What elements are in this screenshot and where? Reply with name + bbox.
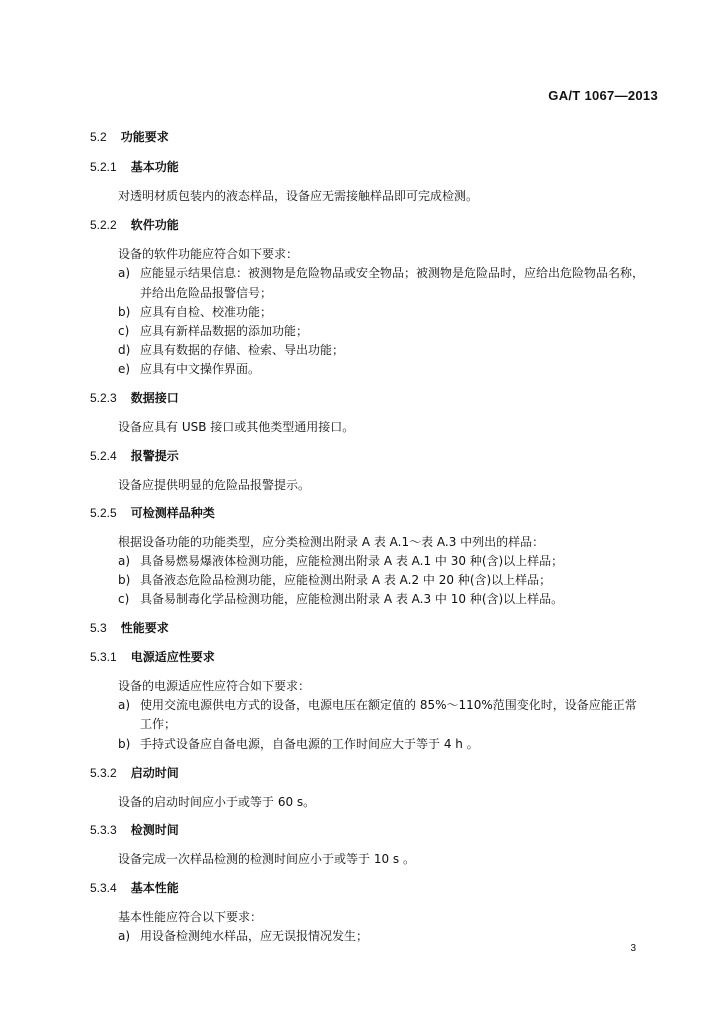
list-item xyxy=(118,554,563,569)
section-number: 5.2.4 xyxy=(90,449,117,463)
section-number: 5.2.5 xyxy=(90,506,117,520)
section-5-2-3-heading xyxy=(90,391,179,406)
paragraph: 设备完成一次样品检测的检测时间应小于或等于 10 s 。 xyxy=(118,852,415,866)
section-5-2-4-heading xyxy=(90,449,179,464)
section-title: 报警提示 xyxy=(130,449,179,463)
section-5-3-heading xyxy=(90,621,169,636)
list-item xyxy=(118,592,563,607)
paragraph: 设备应具有 USB 接口或其他类型通用接口。 xyxy=(118,420,355,434)
list-marker: c) xyxy=(118,592,130,606)
section-title: 软件功能 xyxy=(130,218,179,232)
list-item xyxy=(118,305,272,320)
list-text: 具备易制毒化学品检测功能，应能检测出附录 A 表 A.3 中 10 种(含)以上样品。 xyxy=(140,592,564,606)
section-number: 5.3.1 xyxy=(90,650,117,664)
section-title: 基本功能 xyxy=(130,160,179,174)
section-title: 检测时间 xyxy=(130,823,179,837)
page-number: 3 xyxy=(630,943,636,954)
section-number: 5.2.2 xyxy=(90,218,117,232)
section-number: 5.2.3 xyxy=(90,391,117,405)
list-text: 用设备检测纯水样品，应无误报情况发生； xyxy=(140,929,369,943)
list-text: 应能显示结果信息：被测物是危险物品或安全物品；被测物是危险品时，应给出危险物品名称， xyxy=(140,266,645,280)
section-title: 启动时间 xyxy=(130,766,179,780)
paragraph: 设备的电源适应性应符合如下要求： xyxy=(118,679,311,693)
section-5-3-4-heading xyxy=(90,881,179,896)
list-text: 手持式设备应自备电源，自备电源的工作时间应大于等于 4 h 。 xyxy=(140,737,479,751)
list-marker: e) xyxy=(118,362,131,376)
section-5-2-2-heading xyxy=(90,218,179,233)
list-item xyxy=(118,573,551,588)
list-item xyxy=(118,929,368,944)
paragraph: 设备的软件功能应符合如下要求： xyxy=(118,247,299,261)
list-marker: d) xyxy=(118,343,131,357)
section-5-2-5-heading xyxy=(90,506,215,521)
list-item xyxy=(118,324,308,339)
list-item-continuation: 并给出危险品报警信号； xyxy=(140,286,273,300)
list-marker: a) xyxy=(118,698,131,712)
list-item xyxy=(118,698,637,713)
paragraph: 对透明材质包装内的液态样品，设备应无需接触样品即可完成检测。 xyxy=(118,189,479,203)
paragraph: 设备应提供明显的危险品报警提示。 xyxy=(118,478,311,492)
list-text: 使用交流电源供电方式的设备，电源电压在额定值的 85%～110%范围变化时，设备应能正常 xyxy=(140,698,637,712)
list-marker: a) xyxy=(118,266,131,280)
section-number: 5.3.2 xyxy=(90,766,117,780)
list-text: 应具有中文操作界面。 xyxy=(140,362,261,376)
list-text: 应具有新样品数据的添加功能； xyxy=(140,324,309,338)
list-text: 应具有数据的存储、检索、导出功能； xyxy=(140,343,345,357)
list-item xyxy=(118,362,260,377)
section-title: 电源适应性要求 xyxy=(130,650,215,664)
section-number: 5.3 xyxy=(90,621,107,635)
section-5-3-2-heading xyxy=(90,766,179,781)
list-marker: b) xyxy=(118,737,131,751)
list-marker: b) xyxy=(118,573,131,587)
section-number: 5.3.4 xyxy=(90,881,117,895)
section-5-2-1-heading xyxy=(90,160,179,175)
section-number: 5.3.3 xyxy=(90,823,117,837)
list-marker: a) xyxy=(118,554,131,568)
section-title: 功能要求 xyxy=(120,130,169,144)
section-title: 数据接口 xyxy=(130,391,179,405)
section-number: 5.2 xyxy=(90,130,107,144)
list-text: 具备液态危险品检测功能，应能检测出附录 A 表 A.2 中 20 种(含)以上样品； xyxy=(140,573,552,587)
list-text: 具备易燃易爆液体检测功能，应能检测出附录 A 表 A.1 中 30 种(含)以上样品； xyxy=(140,554,564,568)
paragraph: 基本性能应符合以下要求： xyxy=(118,910,263,924)
section-5-3-1-heading xyxy=(90,650,215,665)
list-marker: a) xyxy=(118,929,131,943)
list-item xyxy=(118,343,344,358)
section-number: 5.2.1 xyxy=(90,160,117,174)
paragraph: 根据设备功能的功能类型，应分类检测出附录 A 表 A.1～表 A.3 中列出的样品： xyxy=(118,535,545,549)
list-marker: c) xyxy=(118,324,130,338)
list-marker: b) xyxy=(118,305,131,319)
list-text: 应具有自检、校准功能； xyxy=(140,305,273,319)
standard-code: GA/T 1067—2013 xyxy=(548,88,658,103)
list-item-continuation: 工作； xyxy=(140,717,177,731)
paragraph: 设备的启动时间应小于或等于 60 s。 xyxy=(118,795,316,809)
section-title: 性能要求 xyxy=(120,621,169,635)
list-item xyxy=(118,266,644,281)
section-title: 可检测样品种类 xyxy=(130,506,215,520)
section-5-2-heading xyxy=(90,130,169,145)
section-title: 基本性能 xyxy=(130,881,179,895)
list-item xyxy=(118,737,479,752)
section-5-3-3-heading xyxy=(90,823,179,838)
